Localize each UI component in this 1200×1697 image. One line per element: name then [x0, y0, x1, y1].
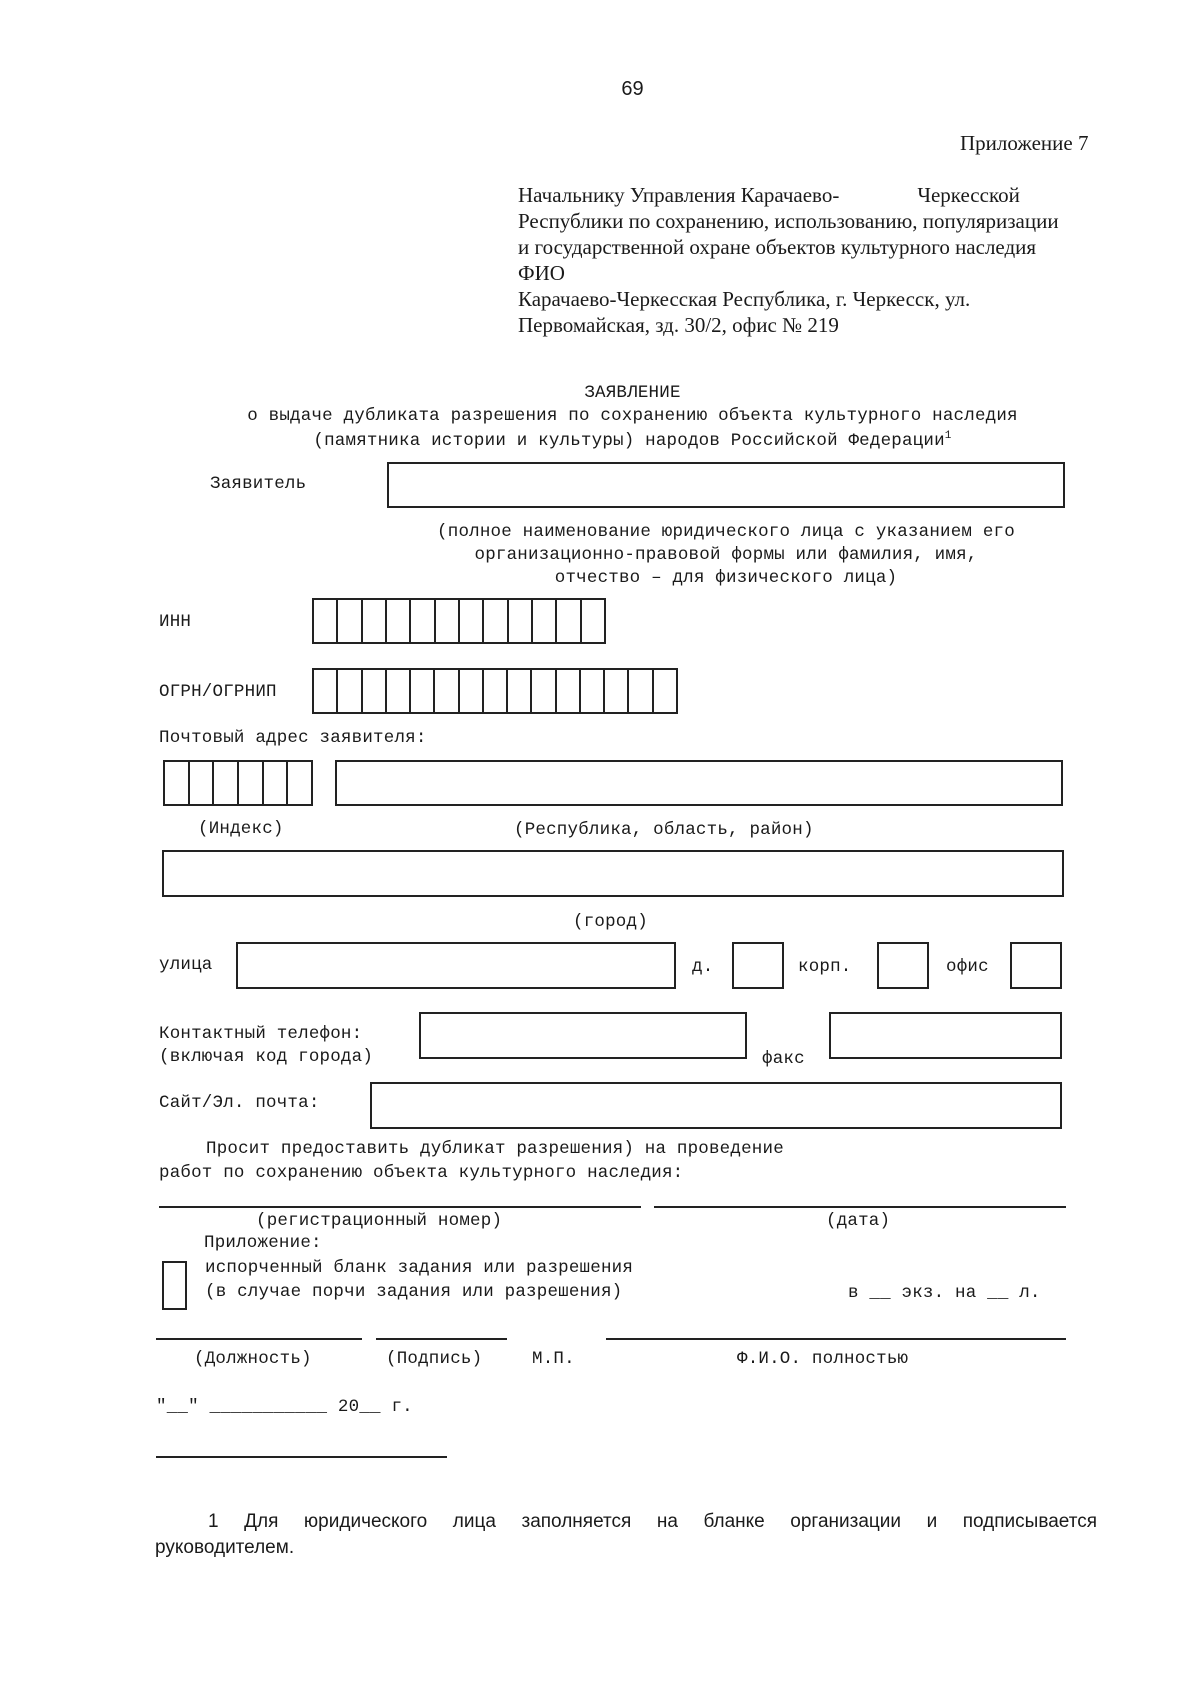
registration-number-line[interactable] [159, 1206, 641, 1208]
page-number: 69 [621, 78, 644, 100]
attachment-line-2: (в случае порчи задания или разрешения) [205, 1282, 623, 1302]
addressee-line-6: Первомайская, зд. 30/2, офис № 219 [518, 313, 839, 337]
office-label: офис [946, 957, 989, 977]
house-label: д. [692, 957, 714, 977]
applicant-label: Заявитель [210, 474, 307, 494]
street-label: улица [159, 955, 213, 975]
office-field[interactable] [1010, 942, 1062, 989]
full-name-caption: Ф.И.О. полностью [737, 1349, 909, 1369]
date-caption: (дата) [826, 1211, 891, 1231]
city-caption: (город) [573, 912, 648, 932]
position-line[interactable] [156, 1338, 362, 1340]
addressee-line-4: ФИО [518, 261, 565, 285]
ogrn-label: ОГРН/ОГРНИП [159, 682, 277, 702]
postal-index-field[interactable] [163, 760, 313, 806]
document-title: ЗАЯВЛЕНИЕ [584, 383, 681, 403]
building-label: корп. [798, 957, 852, 977]
addressee-block [518, 182, 1098, 338]
appendix-label: Приложение 7 [960, 131, 1089, 155]
applicant-hint-line-2: организационно-правовой формы или фамилия, имя, [474, 545, 978, 565]
signing-date: "__" ___________ 20__ г. [156, 1397, 413, 1417]
addressee-line-2: Республики по сохранению, использованию, популяризации [518, 209, 1059, 233]
addressee-line-1: Начальнику Управления Карачаево- Черкесской [518, 183, 1020, 207]
fax-label: факс [762, 1049, 805, 1069]
postal-address-label: Почтовый адрес заявителя: [159, 728, 427, 748]
registration-number-caption: (регистрационный номер) [256, 1211, 503, 1231]
addressee-line-5: Карачаево-Черкесская Республика, г. Черкесск, ул. [518, 287, 971, 311]
attachment-copies: в __ экз. на __ л. [848, 1283, 1041, 1303]
footnote-separator [156, 1456, 447, 1458]
signature-caption: (Подпись) [386, 1349, 483, 1369]
request-line-2: работ по сохранению объекта культурного наследия: [159, 1163, 684, 1183]
request-line-1: Просит предоставить дубликат разрешения) на проведение [206, 1139, 784, 1159]
document-subtitle-line-2: (памятника истории и культуры) народов Российской Федерации$^1$ [313, 430, 952, 451]
street-field[interactable] [236, 942, 676, 989]
stamp-caption: М.П. [532, 1349, 575, 1369]
footnote [155, 1509, 1097, 1561]
ogrn-field[interactable] [312, 668, 678, 714]
fax-field[interactable] [829, 1012, 1062, 1059]
city-field[interactable] [162, 850, 1064, 897]
attachment-label: Приложение: [204, 1233, 322, 1253]
footnote-line-1: 1 Для юридического лица заполняется на бланке организации и подписывается [208, 1511, 1097, 1532]
inn-field[interactable] [312, 598, 606, 644]
footnote-line-2: руководителем. [155, 1537, 295, 1558]
building-field[interactable] [877, 942, 929, 989]
region-field[interactable] [335, 760, 1063, 806]
house-field[interactable] [732, 942, 784, 989]
phone-field[interactable] [419, 1012, 747, 1059]
attachment-line-1: испорченный бланк задания или разрешения [205, 1258, 634, 1278]
position-caption: (Должность) [194, 1349, 312, 1369]
date-line[interactable] [654, 1206, 1066, 1208]
phone-label-line-2: (включая код города) [159, 1047, 374, 1067]
site-email-field[interactable] [370, 1082, 1062, 1129]
applicant-field[interactable] [387, 462, 1065, 508]
inn-label: ИНН [159, 612, 192, 632]
site-email-label: Сайт/Эл. почта: [159, 1093, 320, 1113]
signature-line[interactable] [376, 1338, 507, 1340]
applicant-hint-line-1: (полное наименование юридического лица с указанием его [437, 522, 1015, 542]
footnote-mark: 1 [944, 430, 952, 442]
spoiled-form-checkbox[interactable] [162, 1261, 187, 1310]
full-name-line[interactable] [606, 1338, 1066, 1340]
document-subtitle-line-1: о выдаче дубликата разрешения по сохранению объекта культурного наследия [247, 406, 1018, 426]
phone-label-line-1: Контактный телефон: [159, 1024, 363, 1044]
applicant-hint-line-3: отчество – для физического лица) [554, 568, 898, 588]
postal-index-caption: (Индекс) [198, 819, 284, 839]
addressee-line-3: и государственной охране объектов культурного наследия [518, 235, 1037, 259]
region-caption: (Республика, область, район) [514, 820, 814, 840]
